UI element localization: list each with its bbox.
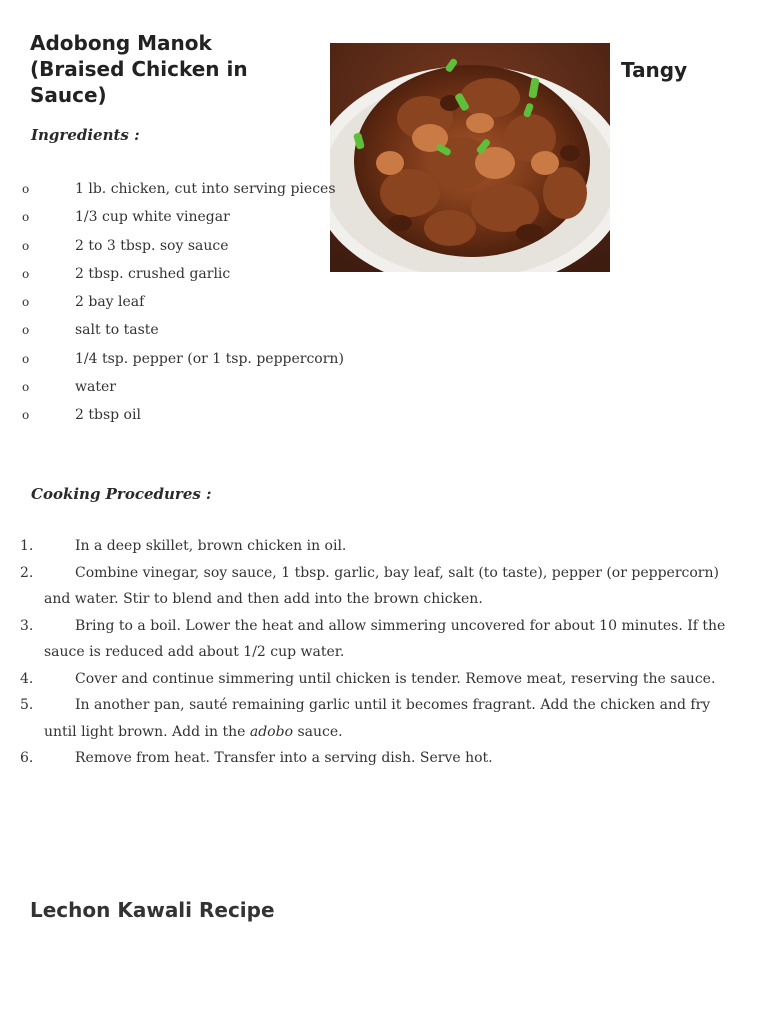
ingredient-item: o 2 to 3 tbsp. soy sauce [0, 232, 344, 260]
step-number: 5. [20, 697, 34, 713]
step-number: 2. [20, 564, 34, 581]
procedures-list [0, 533, 740, 772]
ingredient-item: o salt to taste [0, 316, 344, 344]
ingredient-item: o 2 bay leaf [0, 288, 344, 316]
step-text: In a deep skillet, brown chicken in oil. [75, 538, 347, 554]
bullet-icon: o [22, 323, 30, 338]
procedure-step [0, 745, 740, 772]
step-text: sauce. [293, 723, 343, 740]
bullet-icon: o [22, 351, 30, 366]
ingredients-heading: Ingredients : [31, 126, 140, 144]
adobo-dish-photo [330, 43, 610, 272]
side-text: Tangy [621, 58, 688, 82]
bullet-icon: o [22, 408, 30, 423]
procedure-step [0, 533, 740, 560]
bullet-icon: o [22, 380, 30, 395]
step-number: 3. [20, 617, 34, 634]
procedure-step [0, 613, 740, 666]
recipe-title: Adobong Manok (Braised Chicken in Sauce) [30, 31, 248, 107]
bullet-icon: o [22, 295, 30, 310]
ingredient-item: o 2 tbsp. crushed garlic [0, 260, 344, 288]
next-recipe-title: Lechon Kawali Recipe [30, 898, 275, 922]
ingredient-item: o 2 tbsp oil [0, 401, 344, 429]
procedure-step [0, 666, 740, 693]
step-text: Remove from heat. Transfer into a serving dish. Serve hot. [75, 750, 493, 766]
ingredient-item: o 1/4 tsp. pepper (or 1 tsp. peppercorn) [0, 345, 344, 373]
ingredient-item: o water [0, 373, 344, 401]
step-number: 6. [20, 750, 34, 766]
step-text: Combine vinegar, soy sauce, 1 tbsp. garlic, bay leaf, salt (to taste), pepper (or peppercorn) and water. Stir to blend and then add into the brown chicken. [44, 564, 719, 607]
step-text-emphasis: adobo [249, 723, 294, 740]
ingredient-item: o 1 lb. chicken, cut into serving pieces [0, 175, 344, 203]
ingredients-list [0, 175, 344, 430]
bullet-icon: o [22, 210, 30, 225]
step-text: Bring to a boil. Lower the heat and allow simmering uncovered for about 10 minutes. If the sauce is reduced add about 1/2 cup water. [44, 617, 726, 660]
bullet-icon: o [22, 266, 30, 281]
bullet-icon: o [22, 238, 30, 253]
ingredient-item: o 1/3 cup white vinegar [0, 203, 344, 231]
procedure-step [0, 560, 740, 613]
step-number: 4. [20, 670, 34, 687]
step-number: 1. [20, 538, 34, 554]
step-text: Cover and continue simmering until chicken is tender. Remove meat, reserving the sauce. [75, 670, 716, 687]
procedures-heading: Cooking Procedures : [31, 485, 212, 503]
procedure-step [0, 692, 740, 745]
step-text: In another pan, sauté remaining garlic until it becomes fragrant. Add the chicken and fry until light brown. Add in the [44, 697, 711, 740]
bullet-icon: o [22, 182, 30, 196]
